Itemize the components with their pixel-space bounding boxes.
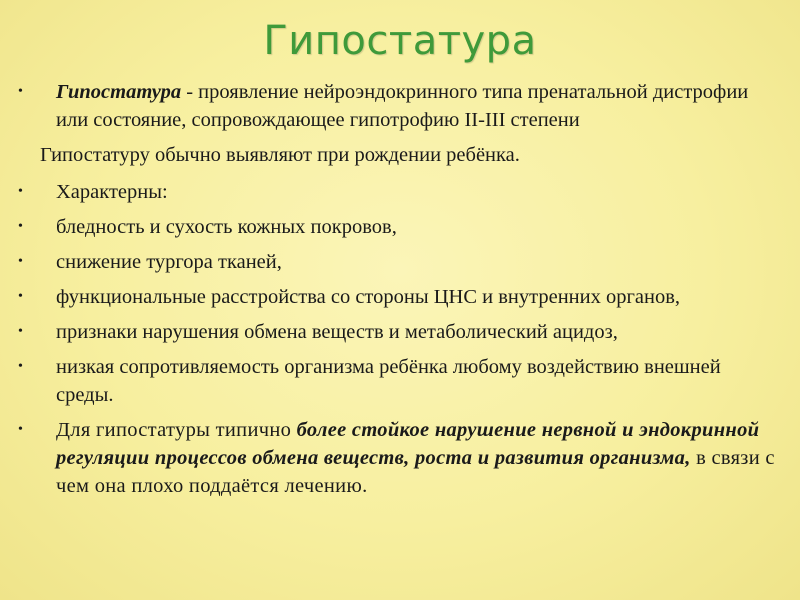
plain-paragraph: Гипостатуру обычно выявляют при рождении ребёнка. xyxy=(40,144,520,166)
bullet-icon: • xyxy=(18,289,23,304)
list-item-characteristic-header xyxy=(18,178,778,206)
list-item-text: бледность и сухость кожных покровов, xyxy=(56,216,397,238)
bullet-icon: • xyxy=(18,219,23,234)
list-item xyxy=(18,248,778,276)
bullet-icon: • xyxy=(18,324,23,339)
list-item xyxy=(18,318,778,346)
definition-text: - проявление нейроэндокринного типа пренатальной дистрофии или состояние, сопровождающее гипотрофию II-III степени xyxy=(56,81,749,131)
list-item xyxy=(18,283,778,311)
term-bold-italic: Гипостатура xyxy=(56,81,182,103)
bullet-icon: • xyxy=(18,184,23,199)
list-item-text: признаки нарушения обмена веществ и метаболический ацидоз, xyxy=(56,321,618,343)
slide-content xyxy=(18,78,778,507)
list-item xyxy=(18,213,778,241)
list-item-text: Характерны: xyxy=(56,181,168,203)
list-item-text: низкая сопротивляемость организма ребёнка любому воздействию внешней среды. xyxy=(56,356,721,406)
slide-title: Гипостатура xyxy=(263,18,537,64)
bullet-icon: • xyxy=(18,84,23,99)
conclusion-pre-text: Для гипостатуры типично xyxy=(56,419,297,441)
conclusion-post-text: в связи с чем она плохо поддаётся лечению. xyxy=(56,447,775,497)
list-item-text: снижение тургора тканей, xyxy=(56,251,282,273)
list-item-text: функциональные расстройства со стороны ЦНС и внутренних органов, xyxy=(56,286,681,308)
list-item-definition xyxy=(18,78,778,134)
bullet-icon: • xyxy=(18,359,23,374)
bullet-icon: • xyxy=(18,422,24,437)
conclusion-emphasis: более стойкое нарушение нервной и эндокринной регуляции процессов обмена веществ, роста и развития организма, xyxy=(56,419,760,469)
list-item-conclusion xyxy=(18,416,778,500)
bullet-icon: • xyxy=(18,254,23,269)
list-item xyxy=(18,353,778,409)
